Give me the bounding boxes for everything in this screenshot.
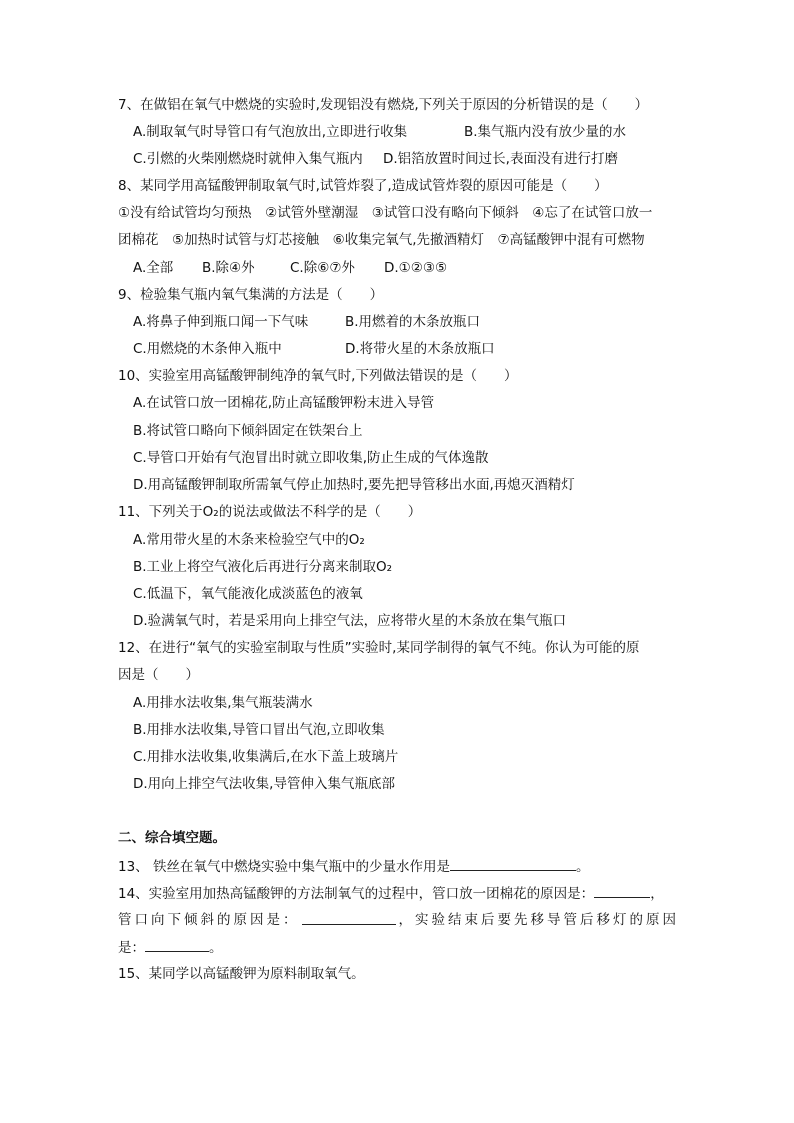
question-14-end-3: 。 xyxy=(209,940,223,956)
question-7-option-b: B.集气瓶内没有放少量的水 xyxy=(464,124,627,140)
question-10-option-d: D.用高锰酸钾制取所需氧气停止加热时,要先把导管移出水面,再熄灭酒精灯 xyxy=(133,477,575,493)
question-14-text-2b: ，实验结束后要先移导管后移灯的原因 xyxy=(398,912,679,928)
question-10-option-a: A.在试管口放一团棉花,防止高锰酸钾粉末进入导管 xyxy=(133,395,435,411)
question-9-option-d: D.将带火星的木条放瓶口 xyxy=(345,341,495,357)
question-10-stem: 10、实验室用高锰酸钾制纯净的氧气时,下列做法错误的是（ ） xyxy=(118,368,518,384)
question-14-blank-3[interactable] xyxy=(145,937,209,952)
question-7-option-a: A.制取氧气时导管口有气泡放出,立即进行收集 xyxy=(133,124,408,140)
question-13 xyxy=(118,856,589,877)
question-9-stem: 9、检验集气瓶内氧气集满的方法是（ ） xyxy=(118,287,384,303)
question-7-stem: 7、在做铝在氧气中燃烧的实验时,发现铝没有燃烧,下列关于原因的分析错误的是（ ） xyxy=(118,97,649,113)
question-8-items-line-1: ①没有给试管均匀预热 ②试管外壁潮湿 ③试管口没有略向下倾斜 ④忘了在试管口放一 xyxy=(118,205,653,221)
question-14-end-1: ， xyxy=(650,886,664,902)
question-11-option-c: C.低温下，氧气能液化成淡蓝色的液氧 xyxy=(133,586,363,602)
question-9-option-c: C.用燃烧的木条伸入瓶中 xyxy=(133,341,282,357)
question-10-option-b: B.将试管口略向下倾斜固定在铁架台上 xyxy=(133,423,363,439)
question-14-line-3 xyxy=(118,937,223,958)
question-13-blank[interactable] xyxy=(450,856,576,871)
question-8-option-a: A.全部 xyxy=(133,260,174,276)
question-12-option-b: B.用排水法收集,导管口冒出气泡,立即收集 xyxy=(133,722,385,738)
question-8-option-b: B.除④外 xyxy=(202,260,255,276)
section-2-title: 二、综合填空题。 xyxy=(118,830,226,846)
question-14-text-1: 14、实验室用加热高锰酸钾的方法制氧气的过程中，管口放一团棉花的原因是： xyxy=(118,886,595,902)
question-11-option-a: A.常用带火星的木条来检验空气中的O₂ xyxy=(133,532,365,548)
question-8-items-line-2: 团棉花 ⑤加热时试管与灯芯接触 ⑥收集完氧气,先撤酒精灯 ⑦高锰酸钾中混有可燃物 xyxy=(118,232,645,248)
question-13-end: 。 xyxy=(575,859,590,875)
question-8-option-c: C.除⑥⑦外 xyxy=(290,260,355,276)
question-14-text-3: 是： xyxy=(118,940,145,956)
question-12-option-a: A.用排水法收集,集气瓶装满水 xyxy=(133,695,313,711)
question-14-line-1 xyxy=(118,883,664,904)
question-12-option-c: C.用排水法收集,收集满后,在水下盖上玻璃片 xyxy=(133,749,399,765)
question-10-option-c: C.导管口开始有气泡冒出时就立即收集,防止生成的气体逸散 xyxy=(133,450,489,466)
question-11-stem: 11、下列关于O₂的说法或做法不科学的是（ ） xyxy=(118,504,422,520)
question-9-option-a: A.将鼻子伸到瓶口闻一下气味 xyxy=(133,314,309,330)
question-15: 15、某同学以高锰酸钾为原料制取氧气。 xyxy=(118,966,365,982)
question-14-text-2: 管口向下倾斜的原因是： xyxy=(118,912,300,928)
question-7-option-c: C.引燃的火柴刚燃烧时就伸入集气瓶内 xyxy=(133,151,363,167)
question-12-stem-line-2: 因是（ ） xyxy=(118,667,199,683)
question-12-stem-line-1: 12、在进行“氧气的实验室制取与性质”实验时,某同学制得的氧气不纯。你认为可能的原 xyxy=(118,640,640,656)
question-13-text: 13、 铁丝在氧气中燃烧实验中集气瓶中的少量水作用是 xyxy=(118,859,450,875)
question-7-option-d: D.铝箔放置时间过长,表面没有进行打磨 xyxy=(383,151,618,167)
question-14-blank-1[interactable] xyxy=(594,883,650,898)
question-11-option-b: B.工业上将空气液化后再进行分离来制取O₂ xyxy=(133,559,393,575)
question-14-blank-2[interactable] xyxy=(302,910,396,925)
question-8-stem: 8、某同学用高锰酸钾制取氧气时,试管炸裂了,造成试管炸裂的原因可能是（ ） xyxy=(118,178,608,194)
question-8-option-d: D.①②③⑤ xyxy=(384,260,448,276)
question-9-option-b: B.用燃着的木条放瓶口 xyxy=(345,314,481,330)
question-11-option-d: D.验满氧气时，若是采用向上排空气法，应将带火星的木条放在集气瓶口 xyxy=(133,613,567,629)
question-12-option-d: D.用向上排空气法收集,导管伸入集气瓶底部 xyxy=(133,776,395,792)
question-14-line-2 xyxy=(118,910,679,930)
